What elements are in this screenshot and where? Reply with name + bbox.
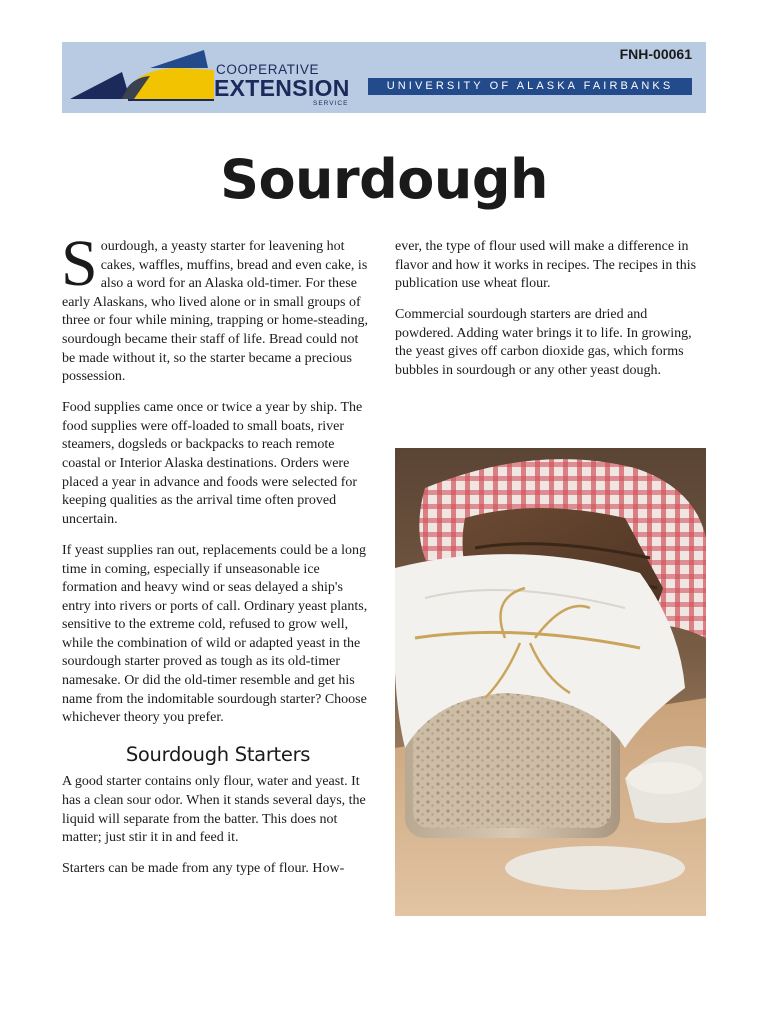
paragraph-good-starter: A good starter contains only flour, water and yeast. It has a clean sour odor. When it stands several days, the liquid will separate from the batter. This does not matter; just stir it in and feed it. (62, 774, 366, 846)
page-title: Sourdough (220, 148, 548, 211)
paragraph-intro-text: ourdough, a yeasty starter for leavening hot cakes, waffles, muffins, bread and even cake, is also a word for an Alaska old-timer. For these early Alaskans, who lived alone or in small groups of three or four while mining, trapping or home-steading, sourdough became their staff of life. Bread could not be made without it, so the starter became a precious possession. (62, 239, 368, 385)
left-column (61, 227, 374, 891)
logo-text-service: SERVICE (313, 100, 349, 107)
section-heading-starters: Sourdough Starters (125, 742, 311, 766)
sourdough-photo (395, 448, 706, 916)
paragraph-flour-continued: ever, the type of flour used will make a difference in flavor and how it works in recipes. The recipes in this publication use wheat flour. (395, 239, 697, 292)
drop-cap: S (61, 227, 98, 300)
right-column (395, 238, 706, 393)
header-banner (62, 42, 706, 113)
logo-text-cooperative: COOPERATIVE (216, 62, 320, 77)
paragraph-food-supplies: Food supplies came once or twice a year by ship. The food supplies were off-loaded to small boats, river steamers, dogsleds or backpacks to reach remote coastal or Interior Alaska destinations. Orders were placed a year in advance and foods were selected for keeping qualities as the arrival time often proved uncertain. (62, 400, 363, 527)
university-bar: UNIVERSITY OF ALASKA FAIRBANKS (368, 78, 692, 95)
paragraph-commercial-starters: Commercial sourdough starters are dried and powdered. Adding water brings it to life. In growing, the yeast gives off carbon dioxide gas, which forms bubbles in sourdough or any other yeast dough. (395, 307, 692, 379)
paragraph-intro (61, 227, 374, 387)
paragraph-yeast-supplies: If yeast supplies ran out, replacements could be a long time in coming, especially if unseasonable ice formation and heavy wind or seas delayed a ship's entry into rivers or ports of call. Ordinary yeast plants, sensitive to the extreme cold, refused to grow well, while the combination of wild or adapted yeast in the sourdough starter proved as tough as its old-timer namesake. Or did the old-timer resemble and get his name from the indomitable sourdough starter? Choose whichever theory you prefer. (62, 542, 368, 726)
logo-text-extension: EXTENSION (214, 75, 350, 101)
document-id: FNH-00061 (619, 46, 692, 62)
paragraph-flour-types: Starters can be made from any type of flour. How- (62, 861, 345, 877)
sourdough-jar-image (395, 448, 706, 916)
